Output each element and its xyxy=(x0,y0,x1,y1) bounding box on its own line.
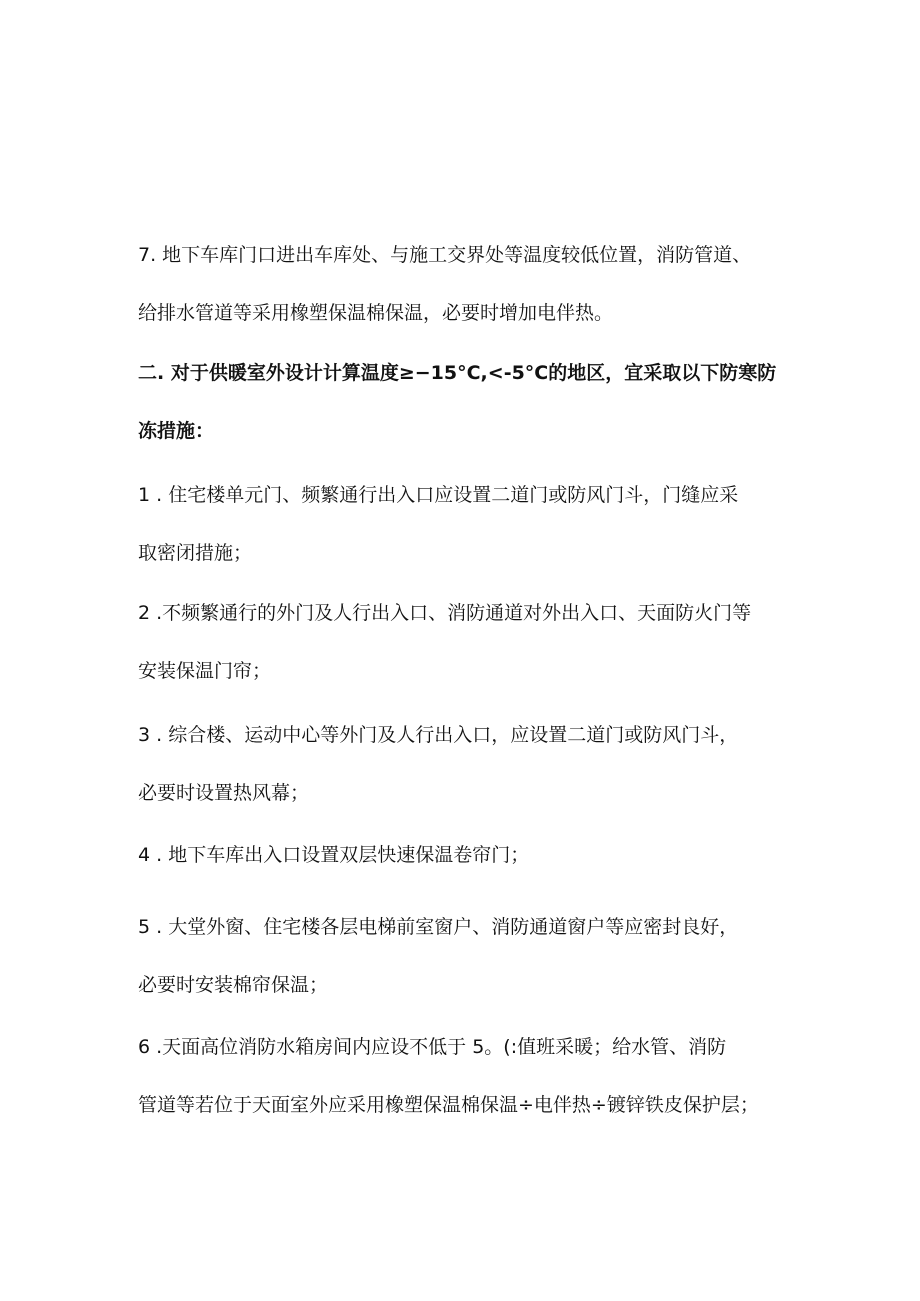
paragraph-line: 必要时设置热风幕； xyxy=(138,782,310,804)
heading-line: 二. 对于供暖室外设计计算温度≥−15°C,<-5°C的地区，宜采取以下防寒防 xyxy=(138,362,777,384)
paragraph-line: 5 . 大堂外窗、住宅楼各层电梯前室窗户、消防通道窗户等应密封良好， xyxy=(138,916,739,938)
paragraph-item-7 xyxy=(138,226,798,342)
paragraph-line: 取密闭措施； xyxy=(138,542,253,564)
paragraph-line: 安装保温门帘； xyxy=(138,660,272,682)
paragraph-line: 7. 地下车库门口进出车库处、与施工交界处等温度较低位置，消防管道、 xyxy=(138,244,752,266)
section-heading xyxy=(138,344,798,460)
paragraph-item-5 xyxy=(138,898,798,1014)
paragraph-line: 给排水管道等采用橡塑保温棉保温，必要时增加电伴热。 xyxy=(138,302,614,324)
paragraph-line: 2 .不频繁通行的外门及人行出入口、消防通道对外出入口、天面防火门等 xyxy=(138,602,752,624)
paragraph-line: 3 . 综合楼、运动中心等外门及人行出入口，应设置二道门或防风门斗， xyxy=(138,724,739,746)
paragraph-item-1 xyxy=(138,466,798,582)
paragraph-item-3 xyxy=(138,706,798,822)
paragraph-item-6 xyxy=(138,1018,798,1134)
paragraph-line: 1 . 住宅楼单元门、频繁通行出入口应设置二道门或防风门斗，门缝应采 xyxy=(138,484,739,506)
paragraph-line: 6 .天面高位消防水箱房间内应设不低于 5。(:值班采暖；给水管、消防 xyxy=(138,1036,727,1058)
paragraph-line: 管道等若位于天面室外应采用橡塑保温棉保温÷电伴热÷镀锌铁皮保护层； xyxy=(138,1094,759,1116)
paragraph-item-2 xyxy=(138,584,798,700)
paragraph-line: 必要时安装棉帘保温； xyxy=(138,974,329,996)
heading-line: 冻措施： xyxy=(138,420,215,442)
paragraph-line: 4 . 地下车库出入口设置双层快速保温卷帘门； xyxy=(138,844,530,866)
paragraph-item-4 xyxy=(138,826,798,884)
